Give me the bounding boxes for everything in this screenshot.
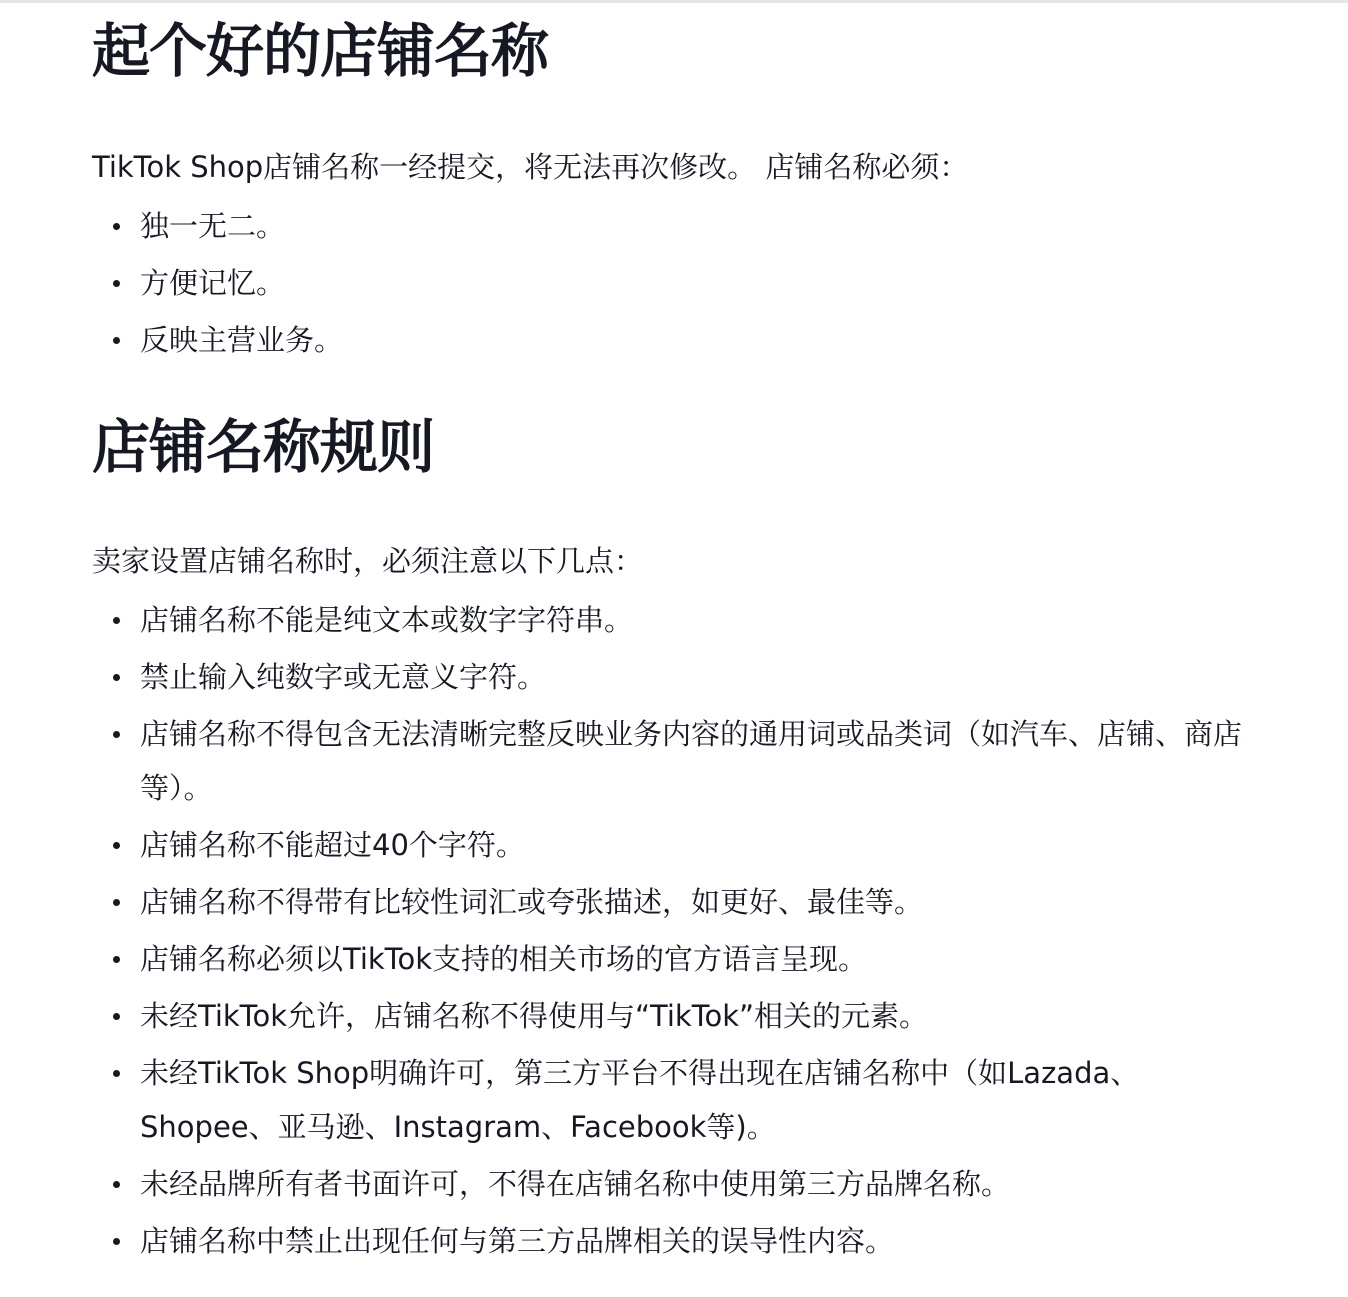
list-item: 禁止输入纯数字或无意义字符。	[92, 650, 1242, 704]
list-item: 店铺名称不能是纯文本或数字字符串。	[92, 593, 1242, 647]
list-item: 店铺名称不得包含无法清晰完整反映业务内容的通用词或品类词（如汽车、店铺、商店等）。	[92, 707, 1242, 815]
intro-store-name-must: TikTok Shop店铺名称一经提交，将无法再次修改。 店铺名称必须：	[92, 150, 969, 184]
list-item: 店铺名称不得带有比较性词汇或夸张描述，如更好、最佳等。	[92, 875, 1242, 929]
list-item: 店铺名称不能超过40个字符。	[92, 818, 1242, 872]
heading-good-store-name: 起个好的店铺名称	[92, 17, 549, 85]
store-name-requirements-list	[92, 199, 1242, 370]
list-item: 未经品牌所有者书面许可，不得在店铺名称中使用第三方品牌名称。	[92, 1157, 1242, 1211]
list-item: 未经TikTok允许，店铺名称不得使用与“TikTok”相关的元素。	[92, 989, 1242, 1043]
list-item: 店铺名称中禁止出现任何与第三方品牌相关的误导性内容。	[92, 1214, 1242, 1268]
list-item: 独一无二。	[92, 199, 1242, 253]
list-item: 反映主营业务。	[92, 313, 1242, 367]
list-item: 方便记忆。	[92, 256, 1242, 310]
list-item: 未经TikTok Shop明确许可，第三方平台不得出现在店铺名称中（如Lazada、Shopee、亚马逊、Instagram、Facebook等)。	[92, 1046, 1242, 1154]
store-name-rules-list	[92, 593, 1242, 1271]
heading-store-name-rules: 店铺名称规则	[92, 413, 435, 481]
list-item: 店铺名称必须以TikTok支持的相关市场的官方语言呈现。	[92, 932, 1242, 986]
intro-rules-notes: 卖家设置店铺名称时，必须注意以下几点：	[92, 544, 644, 578]
top-divider	[0, 0, 1348, 3]
